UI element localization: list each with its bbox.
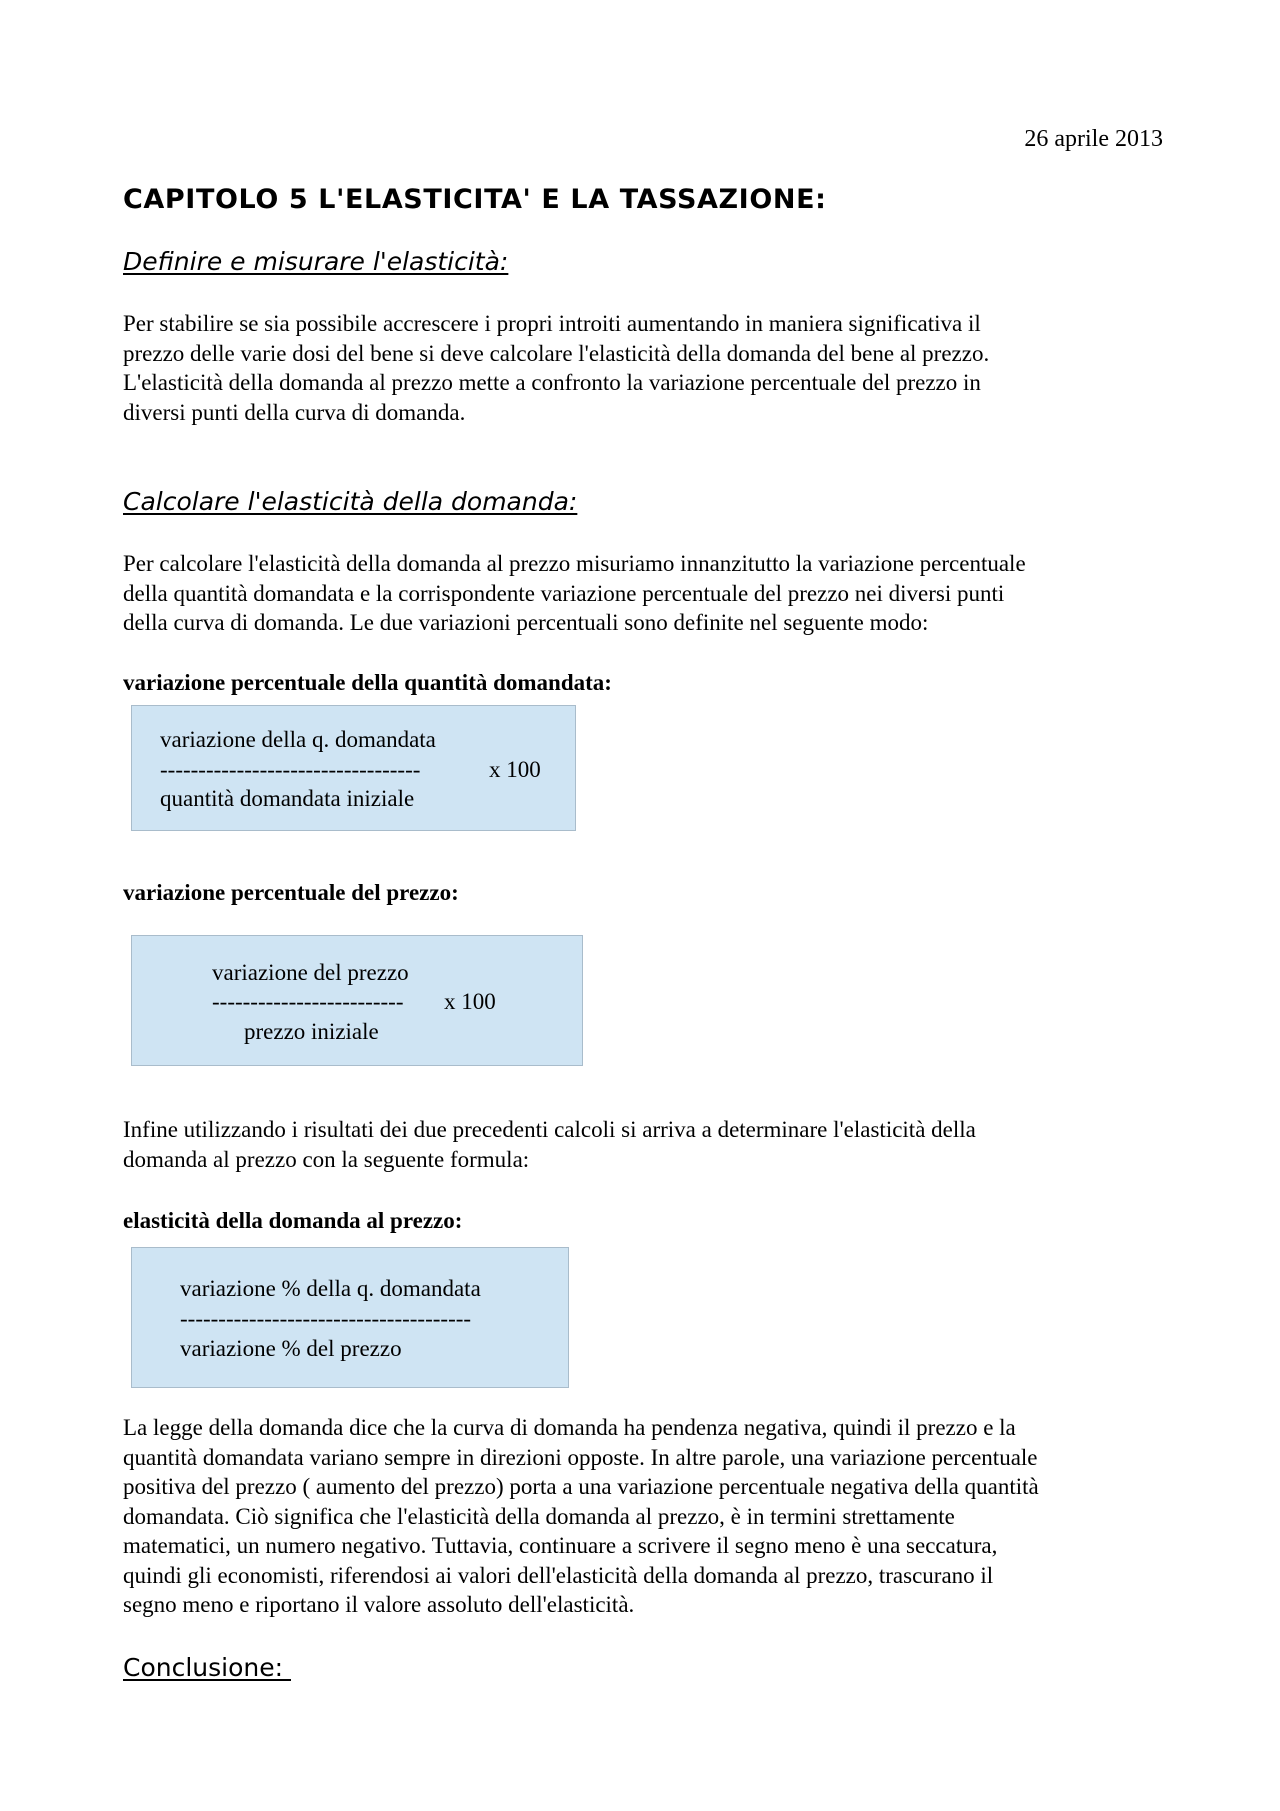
paragraph-line: L'elasticità della domanda al prezzo mette a confronto la variazione percentuale del prezzo in bbox=[123, 370, 981, 395]
section-paragraph-calcolare bbox=[123, 549, 1163, 638]
formula-box-price-change bbox=[131, 935, 583, 1066]
section-heading-conclusione: Conclusione: bbox=[123, 1653, 291, 1682]
paragraph-intro-elasticity bbox=[123, 1115, 1163, 1174]
paragraph-law-of-demand bbox=[123, 1413, 1163, 1620]
formula-divider: ------------------------- bbox=[212, 989, 404, 1014]
formula-label-price-change: variazione percentuale del prezzo: bbox=[123, 880, 459, 905]
formula-denominator: prezzo iniziale bbox=[244, 1019, 379, 1044]
formula-box-elasticity bbox=[131, 1247, 569, 1388]
paragraph-line: diversi punti della curva di domanda. bbox=[123, 399, 466, 425]
formula-numerator: variazione della q. domandata bbox=[160, 727, 436, 752]
formula-box-quantity-change bbox=[131, 705, 576, 831]
paragraph-line: prezzo delle varie dosi del bene si deve calcolare l'elasticità della domanda del bene al prezzo. bbox=[123, 340, 990, 366]
section-heading-calcolare: Calcolare l'elasticità della domanda: bbox=[123, 487, 578, 516]
paragraph-line: quantità domandata variano sempre in direzioni opposte. In altre parole, una variazione percentuale bbox=[123, 1444, 1038, 1470]
formula-denominator: quantità domandata iniziale bbox=[160, 786, 415, 811]
paragraph-line: domandata. Ciò significa che l'elasticità della domanda al prezzo, è in termini strettamente bbox=[123, 1503, 955, 1529]
paragraph-line: della curva di domanda. Le due variazioni percentuali sono definite nel seguente modo: bbox=[123, 610, 929, 635]
paragraph-line: domanda al prezzo con la seguente formula: bbox=[123, 1146, 530, 1172]
section-paragraph-definire bbox=[123, 309, 1163, 427]
paragraph-line: della quantità domandata e la corrispondente variazione percentuale del prezzo nei diversi punti bbox=[123, 580, 1005, 606]
formula-divider: ---------------------------------- bbox=[160, 757, 421, 782]
chapter-title: CAPITOLO 5 L'ELASTICITA' E LA TASSAZIONE: bbox=[123, 184, 827, 215]
paragraph-line: La legge della domanda dice che la curva di domanda ha pendenza negativa, quindi il prezzo e la bbox=[123, 1415, 1016, 1440]
formula-numerator: variazione del prezzo bbox=[212, 960, 409, 985]
formula-denominator: variazione % del prezzo bbox=[180, 1336, 402, 1361]
paragraph-line: Per stabilire se sia possibile accrescere i propri introiti aumentando in maniera significativa il bbox=[123, 311, 981, 336]
paragraph-line: Per calcolare l'elasticità della domanda al prezzo misuriamo innanzitutto la variazione percentuale bbox=[123, 551, 1026, 576]
paragraph-line: positiva del prezzo ( aumento del prezzo) porta a una variazione percentuale negativa della quantità bbox=[123, 1474, 1039, 1499]
formula-multiplier: x 100 bbox=[444, 989, 496, 1014]
document-page bbox=[123, 0, 1163, 1811]
document-date: 26 aprile 2013 bbox=[1024, 126, 1163, 152]
paragraph-line: segno meno e riportano il valore assoluto dell'elasticità. bbox=[123, 1592, 635, 1617]
formula-multiplier: x 100 bbox=[489, 757, 541, 782]
paragraph-line: matematici, un numero negativo. Tuttavia, continuare a scrivere il segno meno è una seccatura, bbox=[123, 1533, 998, 1558]
formula-label-elasticity: elasticità della domanda al prezzo: bbox=[123, 1208, 463, 1233]
formula-numerator: variazione % della q. domandata bbox=[180, 1276, 481, 1301]
paragraph-line: quindi gli economisti, riferendosi ai valori dell'elasticità della domanda al prezzo, trascurano il bbox=[123, 1562, 994, 1588]
formula-divider: -------------------------------------- bbox=[180, 1306, 472, 1331]
paragraph-line: Infine utilizzando i risultati dei due precedenti calcoli si arriva a determinare l'elasticità della bbox=[123, 1117, 976, 1142]
section-heading-definire: Definire e misurare l'elasticità: bbox=[123, 247, 509, 276]
formula-label-quantity-change: variazione percentuale della quantità domandata: bbox=[123, 670, 612, 695]
